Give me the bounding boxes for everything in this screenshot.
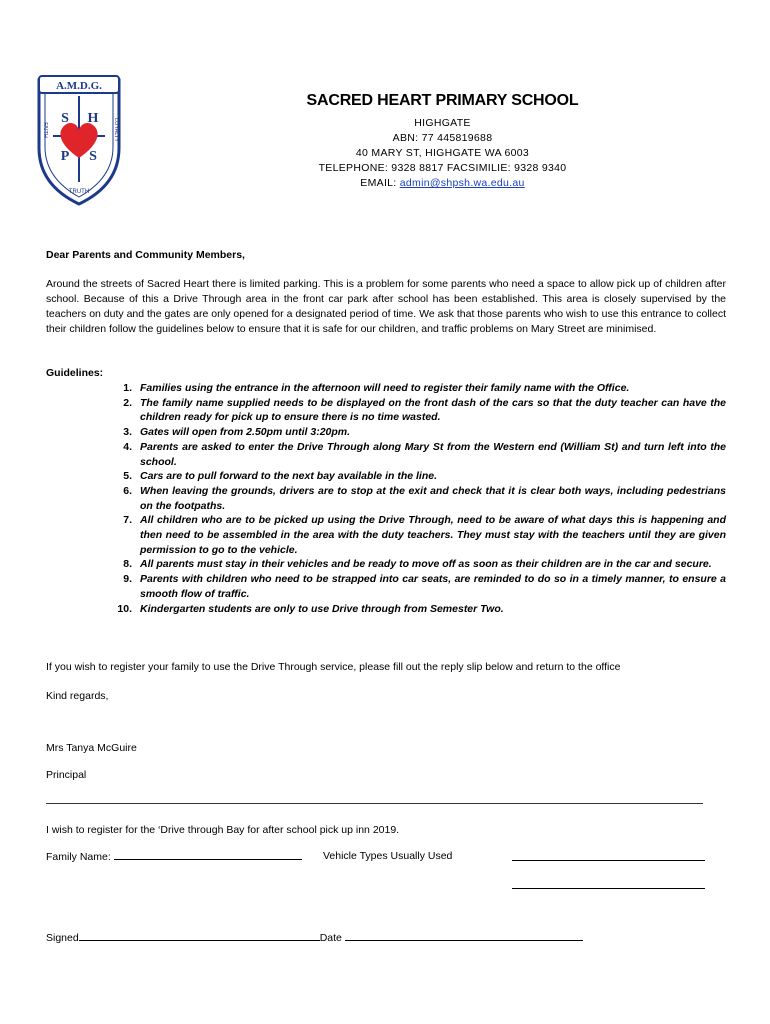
guideline-item — [110, 440, 726, 469]
school-crest-logo — [33, 70, 125, 208]
svg-text:TRUTH: TRUTH — [68, 189, 90, 195]
guideline-number: 10. — [117, 602, 132, 615]
guideline-number: 2. — [123, 396, 132, 409]
guideline-text: The family name supplied needs to be displayed on the front dash of the cars so that the duty teacher can have the children ready for pick up to ensure there is no time wasted. — [140, 396, 726, 424]
register-note: If you wish to register your family to use the Drive Through service, please fill out the reply slip below and return to the office — [46, 661, 621, 673]
guideline-number: 5. — [123, 470, 132, 483]
guideline-text: Kindergarten students are only to use Drive through from Semester Two. — [140, 602, 504, 615]
letterhead — [230, 92, 655, 191]
letter-salutation: Dear Parents and Community Members, — [46, 249, 245, 261]
guidelines-list — [110, 381, 726, 616]
svg-text:LOYALTY: LOYALTY — [113, 118, 119, 142]
guideline-number: 9. — [123, 573, 132, 586]
closing-regards: Kind regards, — [46, 690, 109, 702]
email-link[interactable]: admin@shpsh.wa.edu.au — [399, 177, 525, 189]
vehicle-types-field-2[interactable] — [512, 877, 705, 889]
guideline-item — [110, 484, 726, 513]
school-address: 40 MARY ST, HIGHGATE WA 6003 — [355, 147, 530, 159]
school-telephone: TELEPHONE: 9328 8817 FACSIMILIE: 9328 9340 — [318, 162, 567, 174]
guideline-item — [110, 425, 726, 440]
family-name-label: Family Name: — [46, 851, 114, 863]
guideline-number: 8. — [123, 558, 132, 571]
guideline-item — [110, 572, 726, 601]
guideline-text: Parents with children who need to be strapped into car seats, are reminded to do so in a timely manner, to ensure a smooth flow of traffic. — [140, 573, 726, 600]
crest-letter: H — [87, 111, 99, 126]
family-name-field[interactable] — [114, 849, 302, 860]
guideline-item — [110, 602, 726, 617]
crest-letter: S — [61, 111, 69, 126]
guideline-text: When leaving the grounds, drivers are to stop at the exit and check that it is clear both ways, including pedestrians on the footpaths. — [140, 484, 726, 512]
date-field[interactable] — [345, 930, 583, 941]
guideline-text: Parents are asked to enter the Drive Through along Mary St from the Western end (William St) and turn left into the school. — [140, 440, 726, 468]
signatory-name: Mrs Tanya McGuire — [46, 742, 137, 754]
guideline-text: Gates will open from 2.50pm until 3:20pm. — [140, 426, 351, 439]
date-label: Date — [319, 932, 345, 944]
vehicle-types-label: Vehicle Types Usually Used — [323, 850, 453, 862]
signed-label: Signed — [46, 932, 79, 944]
guideline-item — [110, 469, 726, 484]
guideline-text: Cars are to pull forward to the next bay available in the line. — [140, 470, 437, 483]
school-name: SACRED HEART PRIMARY SCHOOL — [306, 92, 579, 109]
guideline-number: 6. — [123, 484, 132, 497]
guideline-item — [110, 381, 726, 396]
svg-text:A.M.D.G.: A.M.D.G. — [56, 80, 102, 92]
guideline-item — [110, 557, 726, 572]
crest-letter: S — [89, 149, 97, 164]
email-label: EMAIL: — [360, 177, 400, 189]
guideline-item — [110, 396, 726, 425]
guideline-number: 7. — [123, 514, 132, 527]
reply-slip-register-line: I wish to register for the ‘Drive through Bay for after school pick up inn 2019. — [46, 824, 400, 836]
guideline-text: Families using the entrance in the afternoon will need to register their family name with the Office. — [140, 382, 630, 394]
guideline-number: 4. — [123, 440, 132, 453]
school-suburb: HIGHGATE — [414, 117, 471, 129]
letter-intro-paragraph: Around the streets of Sacred Heart there is limited parking. This is a problem for some parents who need a space to allow pick up of children after school. Because of this a Drive Through area in the front car park after school has been established. This area is closely supervised by the teachers on duty and the gates are only opened for a designated period of time. We ask that those parents who wish to use this entrance to collect their children follow the guidelines below to ensure that it is safe for our children, and traffic problems on Mary Street are minimised. — [46, 278, 726, 335]
guidelines-heading: Guidelines: — [46, 367, 104, 379]
school-abn: ABN: 77 445819688 — [392, 132, 493, 144]
guideline-item — [110, 513, 726, 557]
guideline-number: 3. — [123, 426, 132, 439]
guideline-text: All parents must stay in their vehicles and be ready to move off as soon as their children are in the car and secure. — [140, 558, 712, 571]
signature-row — [46, 930, 726, 946]
vehicle-types-field-1[interactable] — [512, 849, 705, 861]
crest-letter: P — [60, 149, 70, 164]
school-email-line — [230, 176, 655, 191]
cut-line-divider — [46, 803, 703, 804]
svg-text:FAITH: FAITH — [42, 122, 48, 138]
signature-field[interactable] — [79, 930, 320, 941]
signatory-role: Principal — [46, 769, 87, 781]
guideline-text: All children who are to be picked up using the Drive Through, need to be aware of what days this is happening and then need to be assembled in the area with the duty teachers. They must stay with the teachers until they are given permission to go to the vehicle. — [140, 514, 726, 556]
guideline-number: 1. — [123, 382, 132, 394]
